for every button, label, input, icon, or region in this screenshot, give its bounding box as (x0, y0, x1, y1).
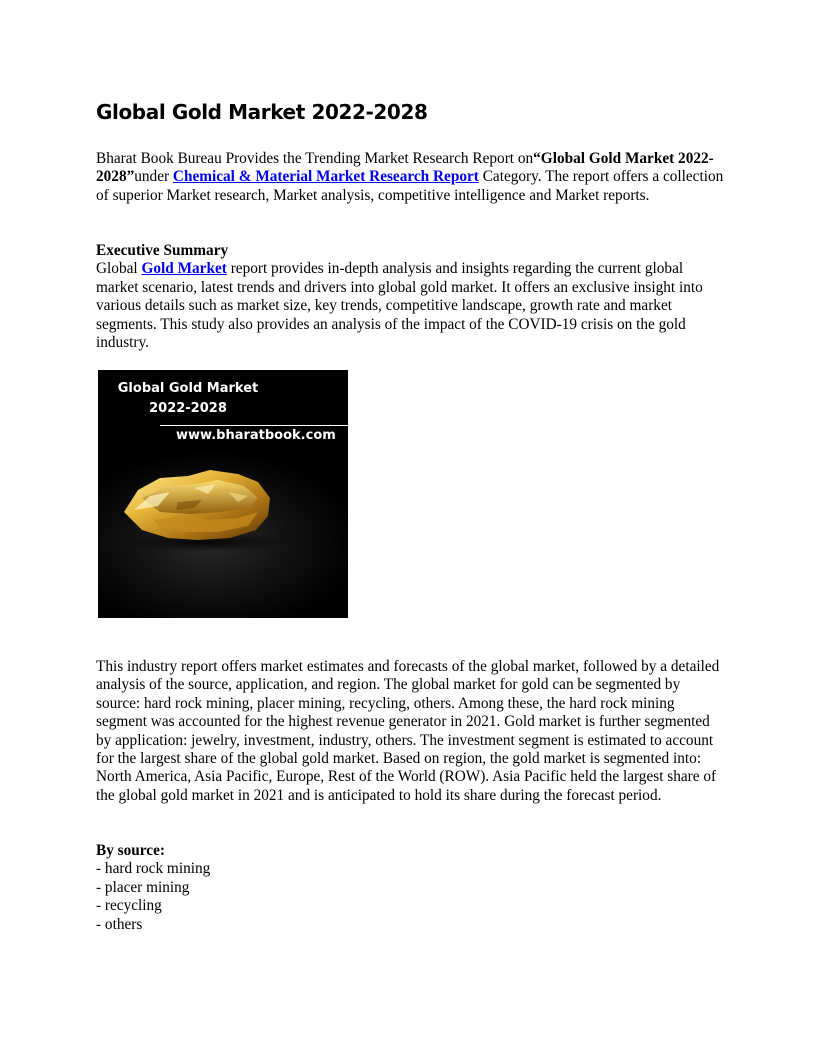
summary-prefix: Global (96, 260, 142, 278)
list-item: - recycling (96, 897, 162, 915)
image-title-line-1: Global Gold Market (117, 381, 259, 396)
summary-text: report provides in-depth analysis and insights regarding the current global market scenario, latest trends and drivers into global gold market. It offers an exclusive insight into various details such as market size, key trends, competitive landscape, growth rate and market segments. This study also provides an analysis of the impact of the COVID-19 crisis on the gold industry. (96, 260, 703, 352)
image-title (98, 379, 278, 419)
list-item: - hard rock mining (96, 860, 211, 878)
image-title-line-2: 2022-2028 (149, 401, 227, 416)
intro-prefix: Bharat Book Bureau Provides the Trending Market Research Report on (96, 150, 534, 167)
list-item: - others (96, 915, 143, 933)
image-divider (160, 425, 348, 426)
executive-summary (96, 242, 724, 352)
executive-summary-heading: Executive Summary (96, 242, 229, 259)
list-item: - placer mining (96, 878, 190, 896)
intro-under: under (134, 168, 173, 186)
gold-market-link[interactable]: Gold Market (141, 260, 227, 278)
page-title: Global Gold Market 2022-2028 (96, 100, 428, 124)
image-url: www.bharatbook.com (176, 428, 336, 443)
report-name: “Global Gold Market 2022-2028” (96, 150, 714, 186)
intro-paragraph (96, 150, 724, 205)
by-source-heading: By source: (96, 842, 165, 859)
gold-market-image (98, 370, 348, 618)
body-paragraph: This industry report offers market estimates and forecasts of the global market, followed by a detailed analysis of the source, application, and region. The global market for gold can be segmented by source: hard rock mining, placer mining, recycling, others. Among these, the hard rock mining segment was accounted for the highest revenue generator in 2021. Gold market is further segmented by application: jewelry, investment, industry, others. The investment segment is estimated to account for the largest share of the global gold market. Based on region, the gold market is segmented into: North America, Asia Pacific, Europe, Rest of the World (ROW). Asia Pacific held the largest share of the global gold market in 2021 and is anticipated to hold its share during the forecast period. (96, 658, 720, 804)
intro-suffix: Category. The report offers a collection of superior Market research, Market analysis, competitive intelligence and Market reports. (96, 168, 724, 204)
by-source-section (96, 842, 724, 934)
category-link[interactable]: Chemical & Material Market Research Report (172, 168, 479, 186)
